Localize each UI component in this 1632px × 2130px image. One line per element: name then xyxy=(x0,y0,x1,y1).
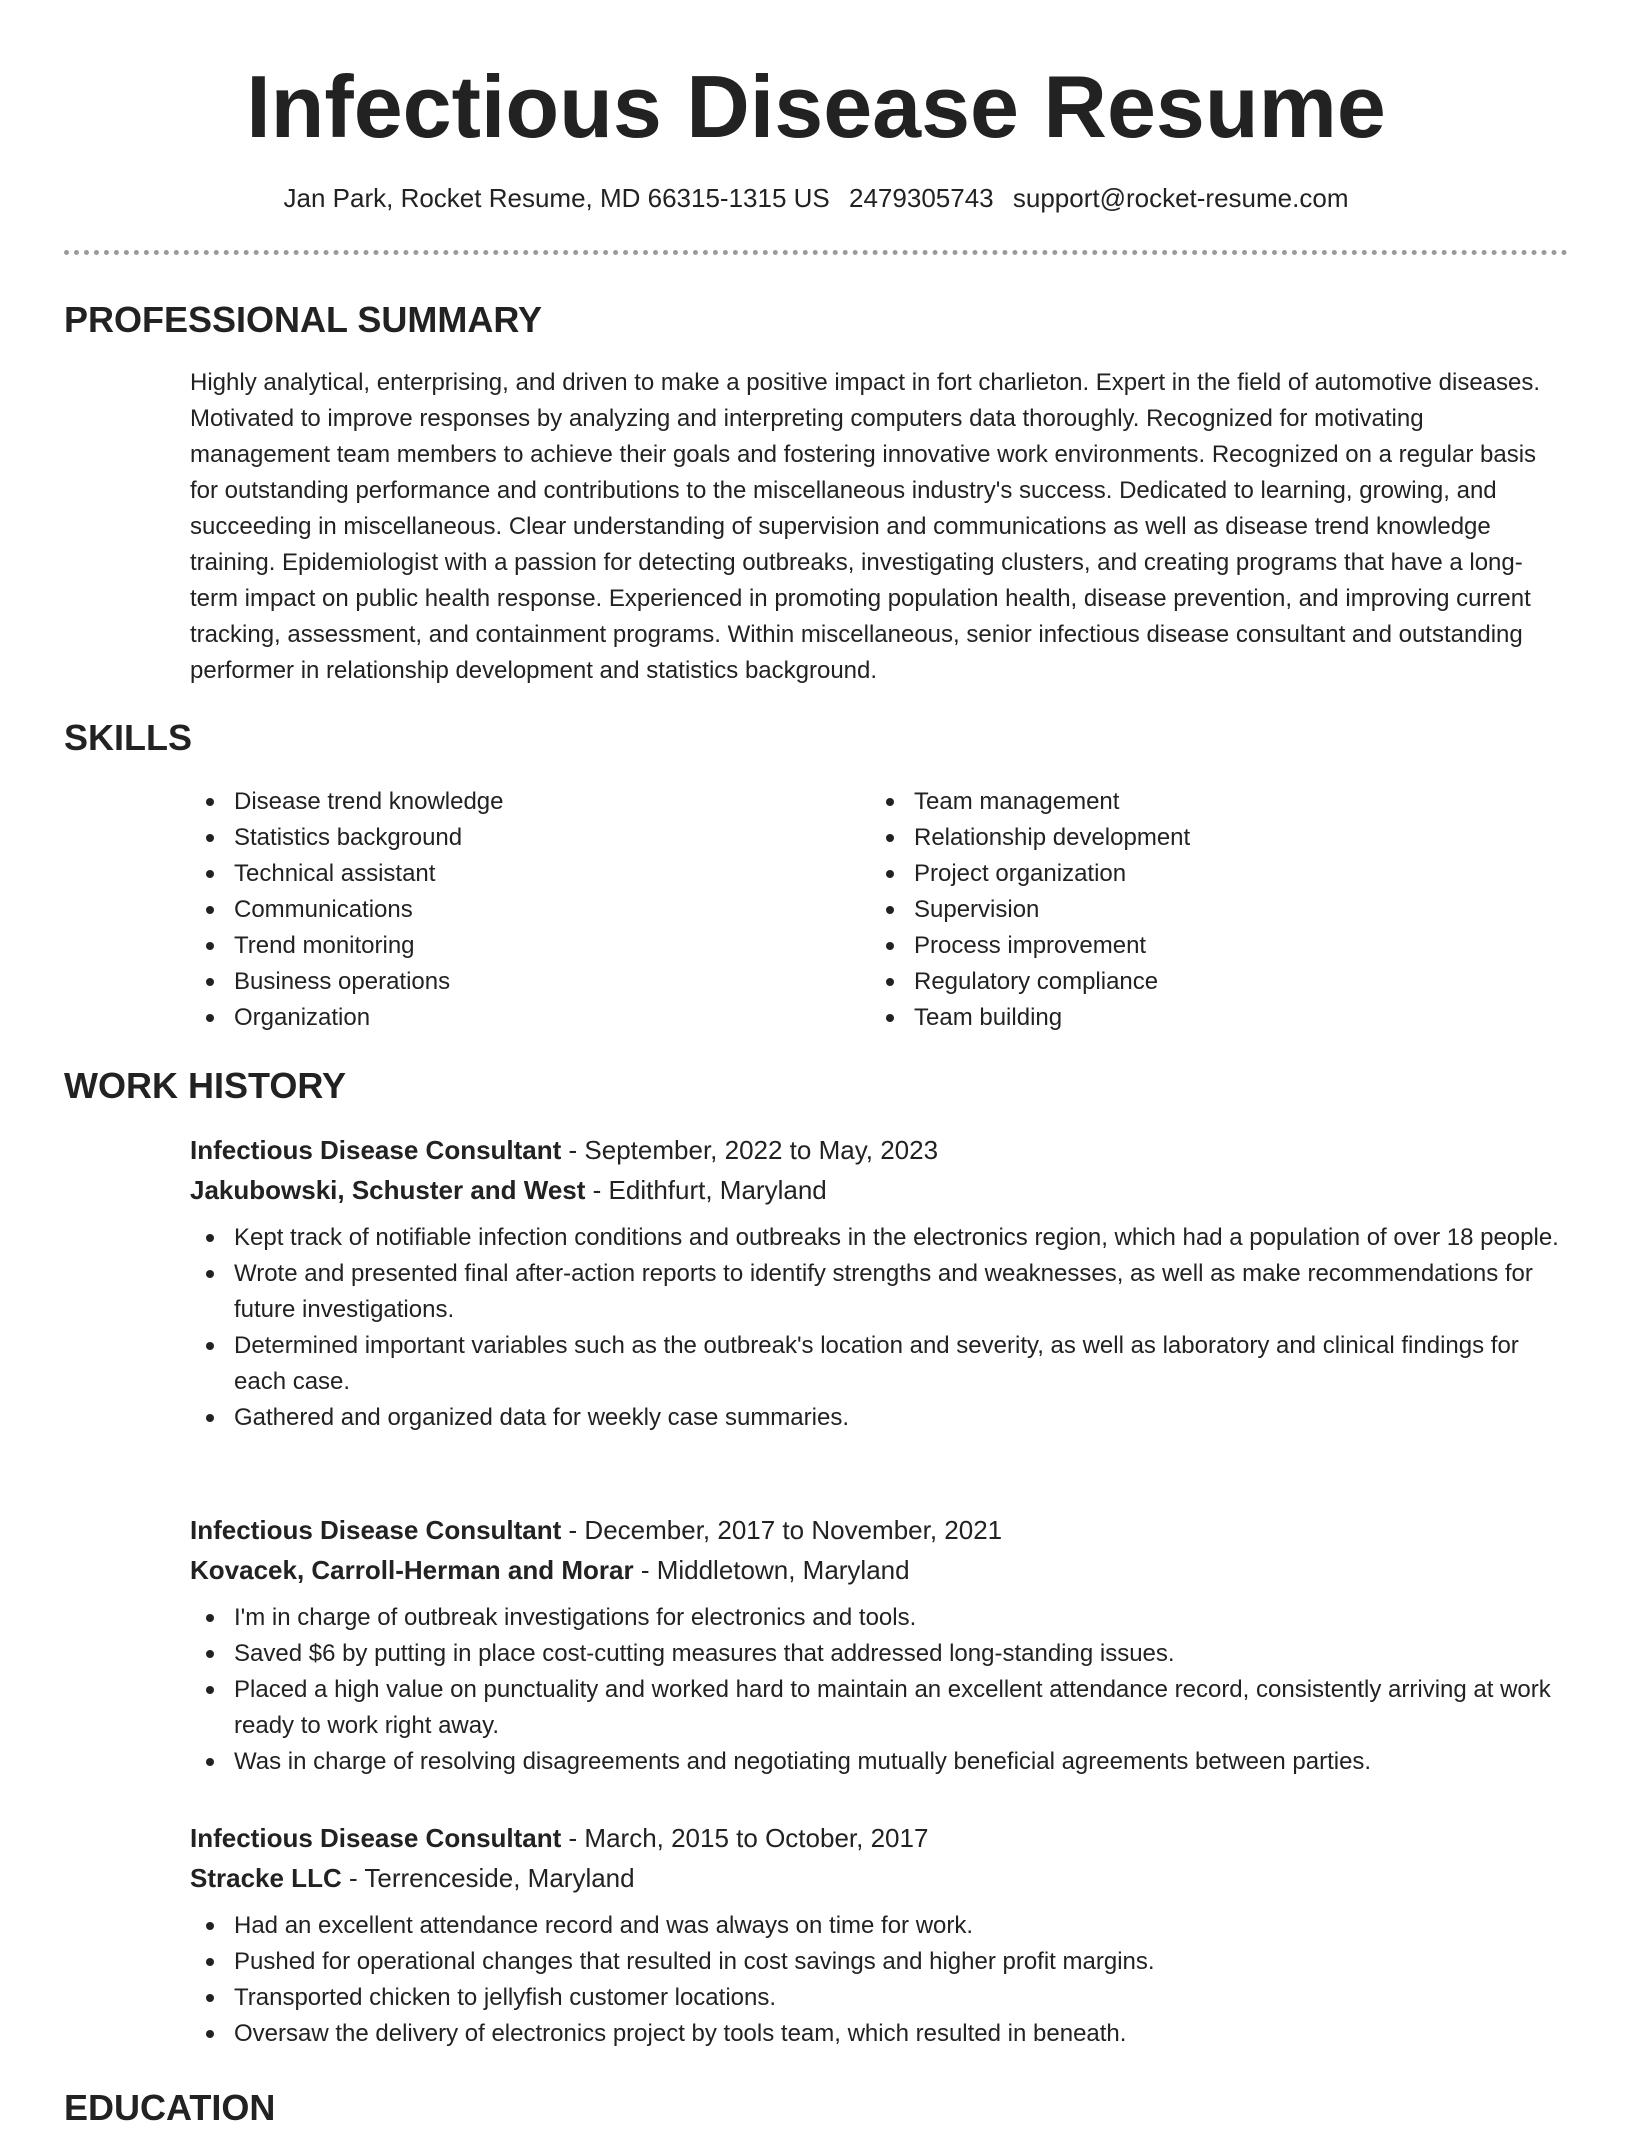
job-bullet: Oversaw the delivery of electronics project by tools team, which resulted in beneath. xyxy=(190,2016,1570,2052)
job-company: Jakubowski, Schuster and West xyxy=(190,1175,586,1205)
contact-phone: 2479305743 xyxy=(849,183,994,213)
skill-item: Disease trend knowledge xyxy=(190,784,830,820)
job-bullets xyxy=(190,1600,1570,1780)
job-title-line xyxy=(190,1130,1570,1170)
summary-text: Highly analytical, enterprising, and driven to make a positive impact in fort charlieton. Expert in the field of automotive diseases. Motivated to improve responses by analyzing and interpreting computers data thoroughly. Recognized for motivating management team members to achieve their goals and fostering innovative work environments. Recognized on a regular basis for outstanding performance and contributions to the miscellaneous industry's success. Dedicated to learning, growing, and succeeding in miscellaneous. Clear understanding of supervision and communications as well as disease trend knowledge training. Epidemiologist with a passion for detecting outbreaks, investigating clusters, and creating programs that have a long-term impact on public health response. Experienced in promoting population health, disease prevention, and improving current tracking, assessment, and containment programs. Within miscellaneous, senior infectious disease consultant and outstanding performer in relationship development and statistics background. xyxy=(190,369,1541,684)
contact-address: Jan Park, Rocket Resume, MD 66315-1315 US xyxy=(283,183,830,213)
job-bullet: Placed a high value on punctuality and worked hard to maintain an excellent attendance record, consistently arriving at work ready to work right away. xyxy=(190,1672,1570,1744)
job-company: Stracke LLC xyxy=(190,1863,342,1893)
section-heading-skills: SKILLS xyxy=(64,717,193,758)
job-bullet: Had an excellent attendance record and was always on time for work. xyxy=(190,1908,1570,1944)
job-bullet: Was in charge of resolving disagreements and negotiating mutually beneficial agreements between parties. xyxy=(190,1744,1570,1780)
skill-item: Team management xyxy=(870,784,1510,820)
section-heading-summary: PROFESSIONAL SUMMARY xyxy=(64,299,543,340)
section-heading-education: EDUCATION xyxy=(64,2087,276,2128)
job-bullets xyxy=(190,1908,1570,2052)
job-bullets xyxy=(190,1220,1570,1436)
job-company-line xyxy=(190,1170,1570,1210)
job-company-line xyxy=(190,1858,1570,1898)
job-bullet: Determined important variables such as the outbreak's location and severity, as well as laboratory and clinical findings for each case. xyxy=(190,1328,1570,1400)
job-entry xyxy=(190,1818,1570,2052)
skill-item: Regulatory compliance xyxy=(870,964,1510,1000)
job-title: Infectious Disease Consultant xyxy=(190,1515,562,1545)
header-divider xyxy=(64,250,1568,255)
resume-title: Infectious Disease Resume xyxy=(246,57,1386,156)
skill-item: Team building xyxy=(870,1000,1510,1036)
skill-item: Communications xyxy=(190,892,830,928)
skills-block xyxy=(190,784,1570,1044)
job-bullet: Transported chicken to jellyfish customer locations. xyxy=(190,1980,1570,2016)
contact-email: support@rocket-resume.com xyxy=(1012,183,1349,213)
summary-block xyxy=(190,365,1570,689)
job-title: Infectious Disease Consultant xyxy=(190,1823,562,1853)
job-company-line xyxy=(190,1550,1570,1590)
job-bullet: I'm in charge of outbreak investigations for electronics and tools. xyxy=(190,1600,1570,1636)
job-title-line xyxy=(190,1510,1570,1550)
job-location: - Edithfurt, Maryland xyxy=(585,1175,827,1205)
job-dates: - September, 2022 to May, 2023 xyxy=(561,1135,939,1165)
skill-item: Process improvement xyxy=(870,928,1510,964)
skills-list-left xyxy=(190,784,830,1036)
job-company: Kovacek, Carroll-Herman and Morar xyxy=(190,1555,634,1585)
job-dates: - March, 2015 to October, 2017 xyxy=(561,1823,929,1853)
job-bullet: Gathered and organized data for weekly case summaries. xyxy=(190,1400,1570,1436)
skill-item: Relationship development xyxy=(870,820,1510,856)
job-bullet: Pushed for operational changes that resulted in cost savings and higher profit margins. xyxy=(190,1944,1570,1980)
skill-item: Statistics background xyxy=(190,820,830,856)
job-title: Infectious Disease Consultant xyxy=(190,1135,562,1165)
skill-item: Supervision xyxy=(870,892,1510,928)
job-entry xyxy=(190,1510,1570,1780)
job-title-line xyxy=(190,1818,1570,1858)
contact-line xyxy=(0,180,1632,216)
job-bullet: Saved $6 by putting in place cost-cutting measures that addressed long-standing issues. xyxy=(190,1636,1570,1672)
job-entry xyxy=(190,1130,1570,1436)
job-bullet: Kept track of notifiable infection conditions and outbreaks in the electronics region, which had a population of over 18 people. xyxy=(190,1220,1570,1256)
job-bullet: Wrote and presented final after-action reports to identify strengths and weaknesses, as well as make recommendations for future investigations. xyxy=(190,1256,1570,1328)
skill-item: Organization xyxy=(190,1000,830,1036)
skill-item: Technical assistant xyxy=(190,856,830,892)
skill-item: Business operations xyxy=(190,964,830,1000)
job-dates: - December, 2017 to November, 2021 xyxy=(561,1515,1003,1545)
job-location: - Middletown, Maryland xyxy=(633,1555,910,1585)
skills-list-right xyxy=(870,784,1510,1036)
section-heading-work: WORK HISTORY xyxy=(64,1065,347,1106)
job-location: - Terrenceside, Maryland xyxy=(341,1863,635,1893)
skill-item: Project organization xyxy=(870,856,1510,892)
skill-item: Trend monitoring xyxy=(190,928,830,964)
